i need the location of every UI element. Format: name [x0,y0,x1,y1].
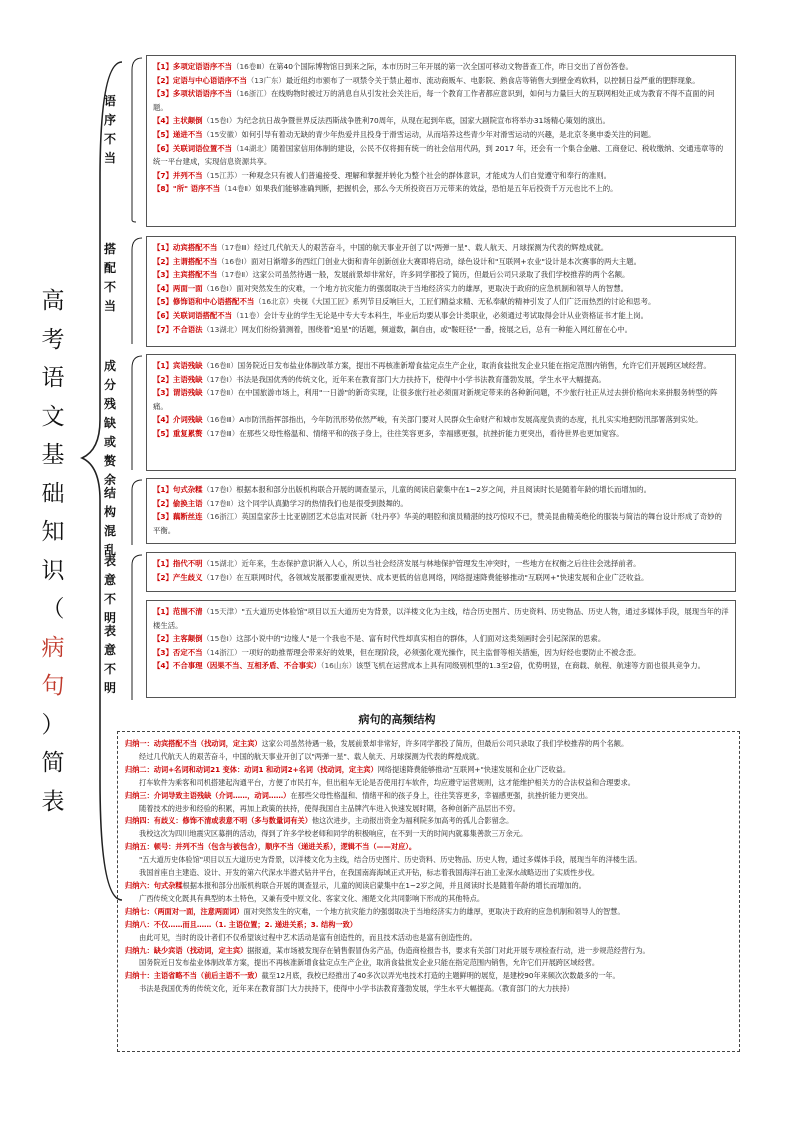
example-row [153,282,729,296]
error-type-label: 【5】修饰语和中心语搭配不当 [153,297,255,307]
summary-row [125,790,732,803]
source-label: （16浙江） [202,512,242,522]
summary-row [125,828,732,841]
box-collocation [146,236,736,347]
example-sentence: 根据本报和部分出版机构联合开展的调查显示，儿童的阅读启蒙集中在1~2岁之间，并且阅读时长是随着年龄的增长而增加的。 [236,485,651,494]
source-label: （16卷Ⅲ） [232,62,269,71]
example-sentence: 该型飞机在运营成本上具有同级别机型的1.3至2倍，优势明显，在商载、航程、航速等方面也很具竞争力。 [356,661,706,671]
summary-row [125,854,732,867]
example-sentence: 如果我们能够准确判断，把握机会，那么今天所投资百万元带来的效益，恐怕是五年后投资千万元也比不上的。 [255,184,618,194]
category-unclear-a: 表意不明 [103,554,116,625]
error-type-label: 【1】动宾搭配不当 [153,243,218,252]
summary-example: 在那些父母性格温和、情绪平和的孩子身上，往往笑容更多，幸福感更强，抗挫折能力更突出。 [290,790,593,800]
summary-heading: 归纳十：主语省略不当（前后主语不一致） [125,971,262,981]
source-label: （15天津） [202,607,242,616]
summary-row [125,893,732,906]
error-type-label: 【2】偷换主语 [153,498,203,508]
error-type-label: 【3】多项状语语序不当 [153,89,233,99]
error-type-label: 【1】指代不明 [153,559,203,568]
error-type-label: 【5】重复累赘 [153,428,203,438]
summary-row [125,970,732,983]
summary-row [125,841,732,854]
summary-example: 我校这次为四川地震灾区募捐的活动，得到了许多学校老师和同学的积极响应，在不到一天的时间内就募集善款三万余元。 [139,829,528,839]
example-sentence: 网友们纷纷猜测着，围绕着"追星"的话题，频道数，飙自由，或"鞍旺径"一番，接展之后，总有一种能入网红留在心中。 [241,324,632,334]
category-order: 语序不当 [103,94,116,165]
error-type-label: 【1】句式杂糅 [153,485,203,494]
example-row [153,295,729,309]
source-label: （13广东） [246,75,286,85]
example-row [153,571,729,585]
example-sentence: 会计专业的学生无论是中专大专本科生，毕业后均要从事会计类职业，必须通过考试取得会计从业资格证书才能上岗。 [263,310,648,320]
example-sentence: 面对日渐增多的西红门创业大街和青年创新创业大赛即将启动，绿色设计和"互联网+农业"设计是本次赛事的两大主题。 [251,256,641,266]
error-type-label: 【5】递进不当 [153,129,203,139]
example-sentence: A市防汛指挥部指出，今年防汛形势依然严峻，有关部门要对人民群众生命财产和城市发展高度负责的态度，扎扎实实地把防汛部署落到实处。 [239,415,703,425]
title-char: 基 [41,442,65,468]
example-row [153,632,729,646]
summary-heading: 归纳三：介词导致主语残缺（介词……，动词……） [125,790,291,800]
error-type-label: 【2】主客颠倒 [153,634,203,644]
error-type-label: 【7】并列不当 [153,170,203,180]
error-type-label: 【4】两面一面 [153,283,203,293]
title-char: 高 [41,288,65,314]
example-row [153,87,729,114]
source-label: （15卷Ⅰ） [202,116,237,126]
example-row [153,169,729,183]
source-label: （17卷Ⅲ） [202,428,240,438]
example-row [153,241,729,255]
summary-example: 经过几代航天人的艰苦奋斗，中国的航天事业开创了以"两弹一星"、载人航天、月球探测为代表的辉煌成就。 [139,751,484,761]
example-row [153,386,729,413]
summary-row [125,815,732,828]
example-sentence: 这部小说中的"边缘人"是一个我也不是、富有时代性却真实相自的群体，人们面对这类刻画时会引起深深的思索。 [236,634,606,644]
source-label: （16山东） [320,661,357,671]
summary-example: 据报道，某市场被发现存在销售假冒伪劣产品，伪造商检报告书，要求有关部门对此开展专项检查行动，进一步规范经营行为。 [247,945,650,955]
summary-row [125,738,732,751]
example-row [153,60,729,74]
box-unclear-scope [146,600,736,698]
error-type-label: 【3】否定不当 [153,647,203,657]
summary-example: 截至12月底，我校已经推出了40多次以弄光电技术打造的主题鲜明的展览，是建校90年来频次次数最多的一年。 [261,971,620,981]
error-type-label: 【1】宾语残缺 [153,361,203,370]
source-label: （17卷Ⅱ） [217,270,253,280]
source-label: （11卷） [232,310,264,320]
source-label: （14湖北） [232,143,272,153]
summary-row [125,957,732,970]
summary-example: 国务院近日发布盐业体制改革方案，提出不再核准新增食盐定点生产企业，取消食盐批发企业只能在指定范围内销售，允许它们开展跨区域经营。 [139,958,600,968]
title-char: 文 [41,403,65,430]
example-row [153,323,729,337]
example-sentence: 国务院近日发布盐业体制改革方案，提出不再核准新增食盐定点生产企业，取消食盐批发企业只能在指定范围内销售，允许它们开展跨区域经营。 [237,361,711,370]
summary-example: 根据本报和部分出版机构联合开展的调查显示，儿童的阅读启蒙集中在1~2岁之间，并且阅读时长是随着年龄的增长而增加的。 [182,880,586,890]
summary-example: 由此可见，当时的设计者们不仅希望该过程中艺术活动是富有创造性的，而且技术活动也是富有创造性的。 [139,932,477,942]
error-type-label: 【4】主状颠倒 [153,116,203,126]
example-sentence: 书法是我国优秀的传统文化，近年来在教育部门大力扶持下，使得中小学书法教育蓬勃发展，学生水平大幅提高。 [236,374,606,384]
example-row [153,483,729,497]
title-char: ） [41,711,65,738]
example-row [153,557,729,571]
summary-row [125,751,732,764]
error-type-label: 【4】介词残缺 [153,415,203,425]
example-sentence: 面对突然发生的灾难，一个地方抗灾能力的强弱取决于当地经济实力的雄厚，更取决于政府的应急机制和领导人的智慧。 [236,283,628,293]
summary-heading: 归纳六：句式杂糅 [125,880,183,890]
title-char: 础 [41,480,65,507]
source-label: （13湖北） [202,324,242,334]
error-type-label: 【1】范围不清 [153,607,203,616]
example-row [153,646,729,660]
example-row [153,114,729,128]
error-type-label: 【3】藕断丝连 [153,512,203,522]
example-row [153,128,729,142]
error-type-label: 【6】关联词语位置不当 [153,143,233,153]
title-char: 知 [41,519,65,545]
example-sentence: 为纪念抗日战争暨世界反法西斯战争胜利70周年，从现在起到年底，国家大剧院宣布将举办31场精心策划的演出。 [236,116,610,126]
title-char: 识 [41,557,65,584]
example-sentence: 这个同学认真勤学习的热情我们也是很受到鼓舞的。 [237,498,408,508]
summary-example: 打车软件为乘客和司机搭建起沟通平台，方便了市民打车，但出租车无论是否使用打车软件，均应遵守运营规则，这才能维护相关方的合法权益和合理要求。 [139,777,635,787]
summary-example: 这家公司虽然待遇一般，发展前景却非常好，许多同学都投了简历，但最后公司只录取了我们学校推荐的两个名额。 [261,739,629,748]
summary-row [125,764,732,777]
example-sentence: 在第40个国际博物馆日到来之际，本市历时三年开展的第一次全国可移动文物普查工作，昨日交出了首份答卷。 [268,62,633,71]
error-type-label: 【6】关联词语搭配不当 [153,310,233,320]
summary-example: 我国首座自主建造、设计、开发的第六代深水半潜式钻井平台，在我国南海海域正式开钻，标志着我国海洋石油工业深水战略迈出了实质性步伐。 [139,868,600,878]
example-sentence: 在中国旅游市场上，利用"一日游"的新奇实现，让很多旅行社必须面对新规定带来的各种新问题，不少旅行社正从过去拼价格向未来拼服务转型的阵痛。 [153,388,718,411]
source-label: （17卷Ⅱ） [202,498,238,508]
example-row [153,605,729,632]
source-label: （17卷Ⅲ） [217,243,254,252]
error-type-label: 【1】多项定语语序不当 [153,62,233,71]
source-label: （15江苏） [202,170,242,180]
summary-row [125,983,732,996]
summary-example: 面对突然发生的灾难，一个地方抗灾能力的强弱取决于当地经济实力的雄厚，更取决于政府的应急机制和领导人的智慧。 [243,906,625,916]
example-row [153,413,729,427]
title-char: 简 [41,750,65,776]
summary-heading: 归纳八：不仅……而且……（1. 主语位置；2. 递进关系；3. 结构一致） [125,919,357,929]
summary-example: 随着技术的进步和经验的积累，再加上政策的扶持，使得我国自主品牌汽车进入快速发展时期，各种创新产品层出不穷。 [139,803,520,813]
summary-heading: 归纳九：缺少宾语（找动词，定主宾） [125,945,248,955]
example-sentence: 经过几代航天人的艰苦奋斗，中国的航天事业开创了以"两弹一星"、载人航天、月球探测为代表的辉煌成就。 [253,243,609,252]
source-label: （14卷Ⅱ） [220,184,256,194]
box-confused-structure [146,478,736,544]
category-collocation: 搭配不当 [103,242,116,313]
example-sentence: 一种观念只有被人们普遍接受、理解和掌握并转化为整个社会的群体意识，才能成为人们自觉遵守和奉行的准则。 [241,170,612,180]
example-row [153,255,729,269]
error-type-label: 【2】定语与中心语语序不当 [153,75,247,85]
source-label: （15安徽） [202,129,242,139]
error-type-label: 【2】主谓搭配不当 [153,256,218,266]
summary-row [125,906,732,919]
summary-row [125,919,732,932]
title-char: （ [41,596,65,622]
summary-heading: 归纳七：（两面对一面，注意两面词） [125,906,244,916]
title-char: 表 [41,788,65,815]
error-type-label: 【3】主宾搭配不当 [153,270,218,280]
example-row [153,427,729,441]
summary-row [125,945,732,958]
title-char: 语 [41,365,65,391]
example-row [153,497,729,511]
summary-example: "五大道历史体验馆"项目以五大道历史为背景，以洋楼文化为主线，结合历史图片、历史资料、历史物品、历史人物，通过多媒体手段，展现当年的洋楼生活。 [139,855,642,865]
summary-row [125,880,732,893]
error-type-label: 【2】主语残缺 [153,374,203,384]
source-label: （16卷Ⅰ） [217,256,252,266]
summary-example: 书法是我国优秀的传统文化，近年来在教育部门大力扶持下，使得中小学书法教育蓬勃发展，学生水平大幅提高。（教育部门的大力扶持） [139,984,574,994]
example-sentence: 英国皇家莎士比亚剧团艺术总监对民新《牡丹亭》华美的唱腔和演员精湛的技巧惊叹不已，赞美昆曲精美绝伦的服装与简洁的舞台设计形成了奇妙的平衡。 [153,512,722,535]
example-sentence: "五大道历史体验馆"项目以五大道历史为背景，以洋楼文化为主线，结合历史图片、历史资料、历史物品、历史人物，通过多媒体手段，展现当年的洋楼生活。 [153,607,729,630]
example-sentence: 如何引导有着动无缺的青少年热爱并且投身于滑雪运动，从而培养这些青少年对滑雪运动的兴趣，是北京冬奥申委关注的问题。 [241,129,656,139]
example-sentence: 最近纽约市颁布了一项禁令关于禁止超市、流动商贩车、电影院、熟食店等销售大到壁金鸡软料，以控制日益严重的肥胖现象。 [285,75,700,85]
summary-example: 他这次进步，主动报出资金为福利院多加高考的孤儿合影留念。 [311,816,514,826]
error-type-label: 【7】不合语法 [153,324,203,334]
summary-box [117,731,740,1052]
summary-heading: 归纳四：有歧义：修饰不清或表意不明（多与数量词有关） [125,816,312,826]
summary-example: 广西传统文化既具有典型的本土特色，又兼有受中原文化、客家文化、湘楚文化共同影响下形成的其他特点。 [139,893,485,903]
summary-title: 病句的高频结构 [358,713,436,726]
example-sentence: 在线购物时被过万的消息自从引发社会关注后，每一个教育工作者都应意识到，如何与力量巨大的互联网相处正成为教育不得不直面的问题。 [153,89,715,112]
category-unclear-b: 表意不明 [103,624,116,695]
title-char: 病 [41,634,65,661]
example-row [153,142,729,169]
summary-row [125,803,732,816]
box-unclear-reference [146,552,736,592]
example-row [153,309,729,323]
summary-row [125,777,732,790]
source-label: （15湖北） [202,559,242,568]
example-sentence: 一项好的助推帮理会带来好的效果，但在现阶段，必须强化观光操作，民主监督等相关措施，因为好经也要防止不被念歪。 [241,647,641,657]
category-missing-redundant: 成分残缺或赘余 [103,359,116,487]
summary-heading: 归纳五：顿号：并列不当（包含与被包含），顺序不当（递进关系），逻辑不当（——对应）。 [125,842,417,852]
source-label: （15卷Ⅰ） [202,634,237,644]
source-label: （16卷Ⅲ） [202,415,240,425]
title-char: 句 [41,673,65,699]
box-word-order [146,55,736,227]
example-sentence: 在那些父母性格温和、情绪平和的孩子身上，往往笑容更多，幸福感更强，抗挫折能力更突出，看待世界也更加宽容。 [239,428,624,438]
example-row [153,659,729,673]
source-label: （17卷Ⅱ） [202,388,238,398]
example-sentence: 央视《大国工匠》系列节目反响巨大，工匠们精益求精、无私奉献的精神引发了人们广泛而热烈的讨论和思考。 [293,297,656,307]
source-label: （17卷Ⅰ） [202,485,237,494]
example-sentence: 在互联网时代，各领域发展都要重视更快、成本更低的信息网络，网络提速降费能够推动"互联网+"快速发展和企业广泛收益。 [236,572,649,582]
title-char: 考 [41,326,65,353]
summary-row [125,867,732,880]
source-label: （17卷Ⅰ） [202,374,237,384]
example-row [153,359,729,373]
summary-example: 网络提速降费能够推动"互联网+"快速发展和企业广泛收益。 [377,764,571,774]
example-sentence: 这家公司虽然待遇一般，发展前景却非常好，许多同学都投了简历，但最后公司只录取了我们学校推荐的两个名额。 [252,270,630,280]
error-type-label: 【8】"所" 语序不当 [153,184,221,194]
summary-heading: 归纳二：动词+名词和动词21 变体：动词1 和动词2+名词（找动词，定主宾） [125,764,378,774]
error-type-label: 【2】产生歧义 [153,572,203,582]
source-label: （16卷Ⅱ） [202,361,238,370]
summary-row [125,932,732,945]
example-sentence: 近年来，生态保护意识渐入人心，所以当社会经济发展与林地保护管理发生冲突时，一些地方在权衡之后往往会选择前者。 [241,559,641,568]
box-missing-redundant [146,354,736,471]
source-label: （16浙江） [232,89,272,99]
example-row [153,74,729,88]
example-sentence: 随着国家信用体制的建设，公民不仅将拥有统一的社会信用代码，到 2017 年，还会有一个集合金融、工商登记、税收缴纳、交通违章等的统一平台建成，实现信息资源共享。 [153,143,724,167]
error-type-label: 【3】谓语残缺 [153,388,203,398]
example-row [153,510,729,537]
example-row [153,268,729,282]
category-confused-structure: 结构混乱 [103,486,116,557]
example-row [153,373,729,387]
source-label: （17卷Ⅰ） [202,572,237,582]
summary-heading: 归纳一：动宾搭配不当（找动词，定主宾） [125,739,262,748]
source-label: （14浙江） [202,647,242,657]
source-label: （16卷Ⅰ） [202,283,237,293]
error-type-label: 【4】不合事理（因果不当、互相矛盾、不合事实） [153,661,321,671]
source-label: （16北京） [254,297,294,307]
example-row [153,182,729,196]
